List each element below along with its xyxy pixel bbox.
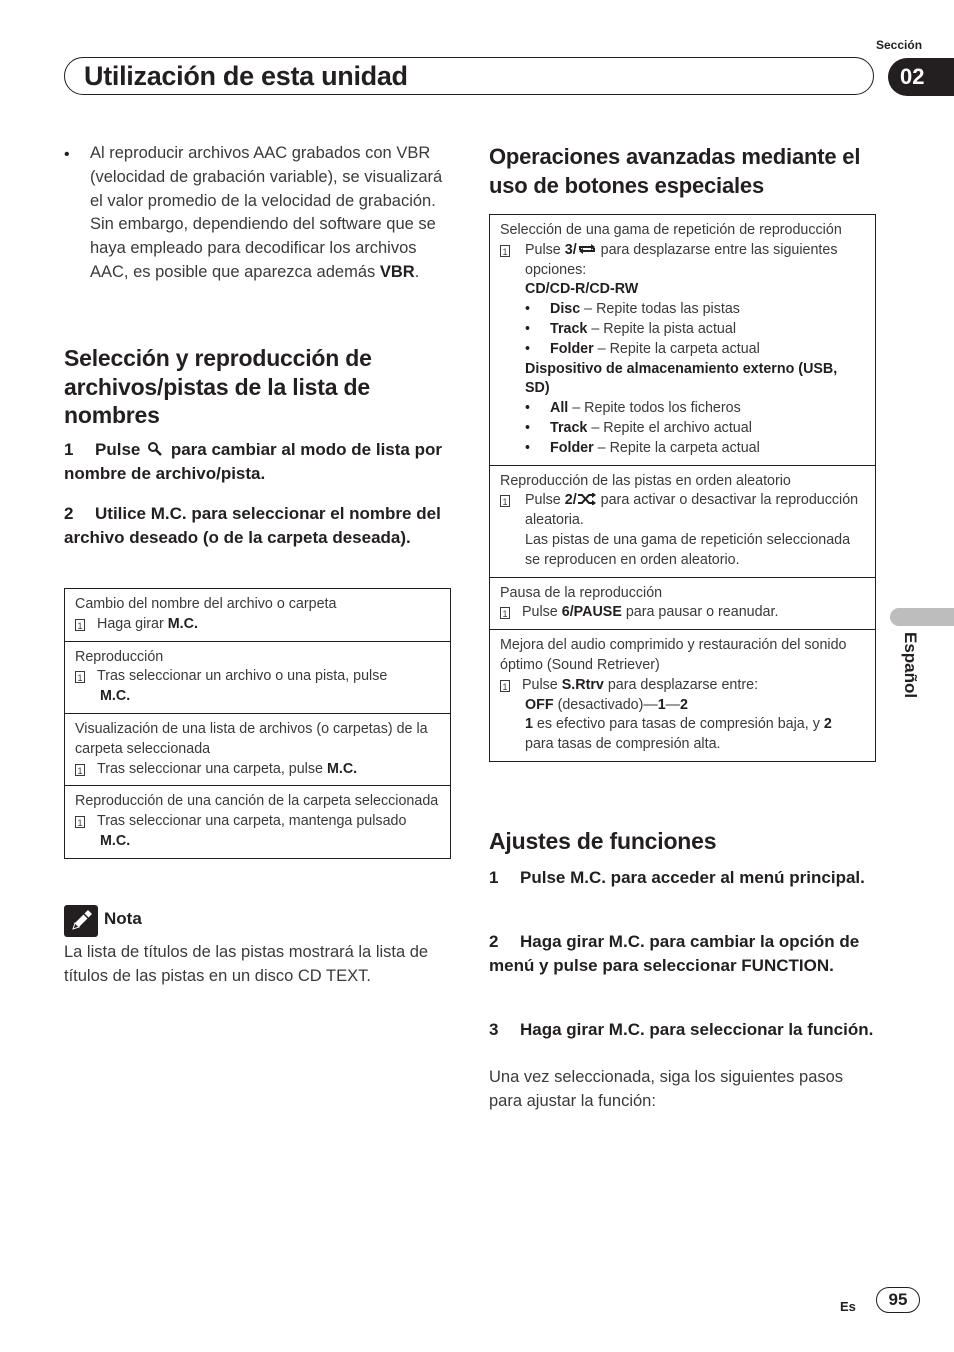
section-heading-advanced: Operaciones avanzadas mediante el uso de botones especiales <box>489 144 861 198</box>
language-code: Es <box>840 1299 856 1314</box>
shuffle-icon <box>577 493 597 505</box>
function-step-3-text: Una vez seleccionada, siga los siguientes pasos para ajustar la función: <box>489 1068 844 1110</box>
step-2: 2 Utilice M.C. para seleccionar el nombre del archivo deseado (o de la carpeta deseada). <box>64 504 441 547</box>
table-row-random: Reproducción de las pistas en orden aleatorio 1 Pulse 2/ para activar o desactivar la reproducción aleatoria. Las pistas de una gama de repetición seleccionada se reproducen en orden aleatorio. <box>490 465 875 577</box>
function-step-3: 3 Haga girar M.C. para seleccionar la función. <box>489 1020 874 1039</box>
page-number: 95 <box>876 1287 920 1313</box>
repeat-icon <box>577 243 597 255</box>
table-row: Visualización de una lista de archivos (o carpetas) de la carpeta seleccionada 1 Tras seleccionar una carpeta, pulse M.C. <box>65 713 450 785</box>
section-label: Sección <box>876 38 923 52</box>
language-tab-bar <box>890 608 954 626</box>
note-pencil-icon <box>64 905 98 937</box>
language-tab <box>890 632 930 742</box>
advanced-operations-table <box>489 214 876 762</box>
step-1: 1 Pulse para cambiar al modo de lista por nombre de archivo/pista. <box>64 440 442 483</box>
function-step-1: 1 Pulse M.C. para acceder al menú principal. <box>489 868 865 887</box>
note-label: Nota <box>104 909 142 928</box>
bullet-icon: • <box>64 146 70 163</box>
page-title: Utilización de esta unidad <box>84 61 408 91</box>
section-badge: 02 <box>888 58 954 96</box>
table-row-sound-retriever: Mejora del audio comprimido y restauración del sonido óptimo (Sound Retriever) 1 Pulse S.Rtrv para desplazarse entre: OFF (desactivado)—1—2 1 es efectivo para tasas de compresión baja, y 2 para tasas de compresión alta. <box>490 629 875 761</box>
table-row-repeat: Selección de una gama de repetición de reproducción 1 Pulse 3/ para desplazarse entre las siguientes opciones: CD/CD-R/CD-RW • Disc – Repite todas las pistas • Track – Repite la pista actual • Folder – Repite la carpeta actual Dispositivo de almacenamiento externo (USB, SD) • All – Repite todos los ficheros • Track – Repite el archivo actual • Folder – Repite la carpeta actual <box>490 215 875 465</box>
language-label: Español <box>901 632 920 699</box>
vbr-bullet-text: Al reproducir archivos AAC grabados con VBR (velocidad de grabación variable), se visualizará el valor promedio de la velocidad de grabación. Sin embargo, dependiendo del software que se haya empleado para decodificar los archivos AAC, es posible que aparezca además VBR. <box>90 144 443 281</box>
section-heading-functions: Ajustes de funciones <box>489 828 717 854</box>
table-row-pause: Pausa de la reproducción 1 Pulse 6/PAUSE para pausar o reanudar. <box>490 577 875 630</box>
list-operations-table <box>64 588 451 859</box>
table-row: Cambio del nombre del archivo o carpeta 1 Haga girar M.C. <box>75 596 337 632</box>
section-heading-list: Selección y reproducción de archivos/pistas de la lista de nombres <box>64 345 372 428</box>
function-step-2: 2 Haga girar M.C. para cambiar la opción de menú y pulse para seleccionar FUNCTION. <box>489 932 860 975</box>
search-icon <box>147 441 163 457</box>
table-row: Reproducción 1 Tras seleccionar un archivo o una pista, pulse M.C. <box>65 641 450 713</box>
note-text: La lista de títulos de las pistas mostrará la lista de títulos de las pistas en un disco CD TEXT. <box>64 943 429 985</box>
table-row: Reproducción de una canción de la carpeta seleccionada 1 Tras seleccionar una carpeta, mantenga pulsado M.C. <box>65 785 450 857</box>
